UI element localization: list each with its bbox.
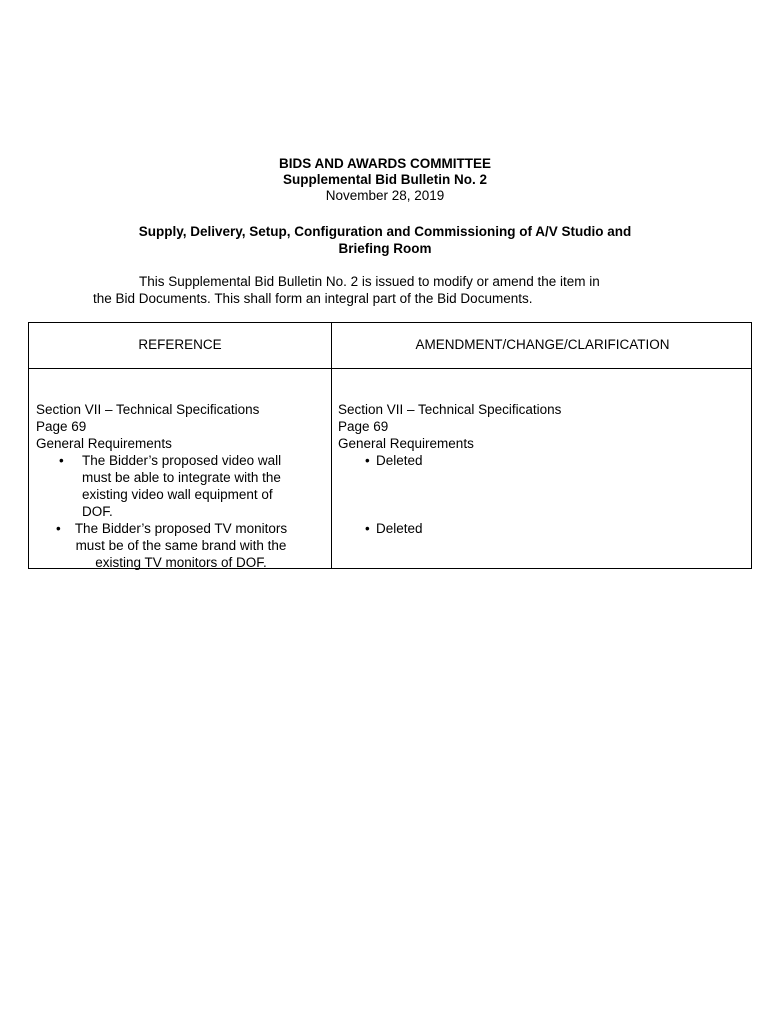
- amendment-page: Page 69: [338, 419, 389, 434]
- bullet-icon: •: [59, 453, 64, 468]
- bullet-1-line-1: The Bidder’s proposed video wall: [82, 453, 282, 468]
- amendment-bullet-item-1: [338, 452, 738, 469]
- reference-section: Section VII – Technical Specifications: [36, 402, 260, 417]
- amendment-cell: [338, 401, 738, 537]
- intro-line1: This Supplemental Bid Bulletin No. 2 is issued to modify or amend the item in: [139, 274, 600, 289]
- bullet-2-line-2: must be of the same brand with the: [75, 538, 287, 553]
- reference-bullet-item-2: [36, 520, 326, 571]
- project-title: [60, 223, 710, 257]
- amendment-bullet-text-1: Deleted: [376, 453, 423, 468]
- table-header-divider: [29, 368, 751, 369]
- reference-bullet-item-1: [36, 452, 326, 520]
- intro-paragraph: [93, 273, 683, 307]
- bullet-icon: •: [365, 453, 370, 468]
- bullet-icon: •: [365, 521, 370, 536]
- intro-line2: the Bid Documents. This shall form an integral part of the Bid Documents.: [93, 291, 533, 306]
- reference-column-header: REFERENCE: [138, 337, 222, 352]
- bullet-1-line-4: DOF.: [82, 504, 113, 519]
- bulletin-date: November 28, 2019: [325, 188, 445, 203]
- bulletin-title: Supplemental Bid Bulletin No. 2: [282, 172, 488, 187]
- bullet-icon: •: [56, 521, 61, 536]
- reference-cell: [36, 401, 326, 571]
- amendment-column-header: AMENDMENT/CHANGE/CLARIFICATION: [415, 337, 670, 352]
- amendment-table: [28, 322, 752, 569]
- project-title-line1: Supply, Delivery, Setup, Configuration and Commissioning of A/V Studio and: [138, 224, 632, 239]
- project-title-line2: Briefing Room: [338, 241, 432, 256]
- bullet-1-line-2: must be able to integrate with the: [82, 470, 281, 485]
- bullet-2-line-3: existing TV monitors of DOF.: [95, 555, 267, 570]
- reference-bullet-text-2: [36, 520, 326, 571]
- reference-requirements: General Requirements: [36, 436, 172, 451]
- amendment-bullet-text-2: Deleted: [376, 521, 423, 536]
- bullet-2-line-1: The Bidder’s proposed TV monitors: [74, 521, 288, 536]
- amendment-requirements: General Requirements: [338, 436, 474, 451]
- reference-page: Page 69: [36, 419, 87, 434]
- committee-title: BIDS AND AWARDS COMMITTEE: [279, 156, 491, 171]
- bullet-1-line-3: existing video wall equipment of: [82, 487, 273, 502]
- table-column-divider: [331, 323, 332, 568]
- reference-bullet-text-1: [36, 452, 317, 520]
- amendment-section: Section VII – Technical Specifications: [338, 402, 562, 417]
- amendment-bullet-item-2: [338, 520, 738, 537]
